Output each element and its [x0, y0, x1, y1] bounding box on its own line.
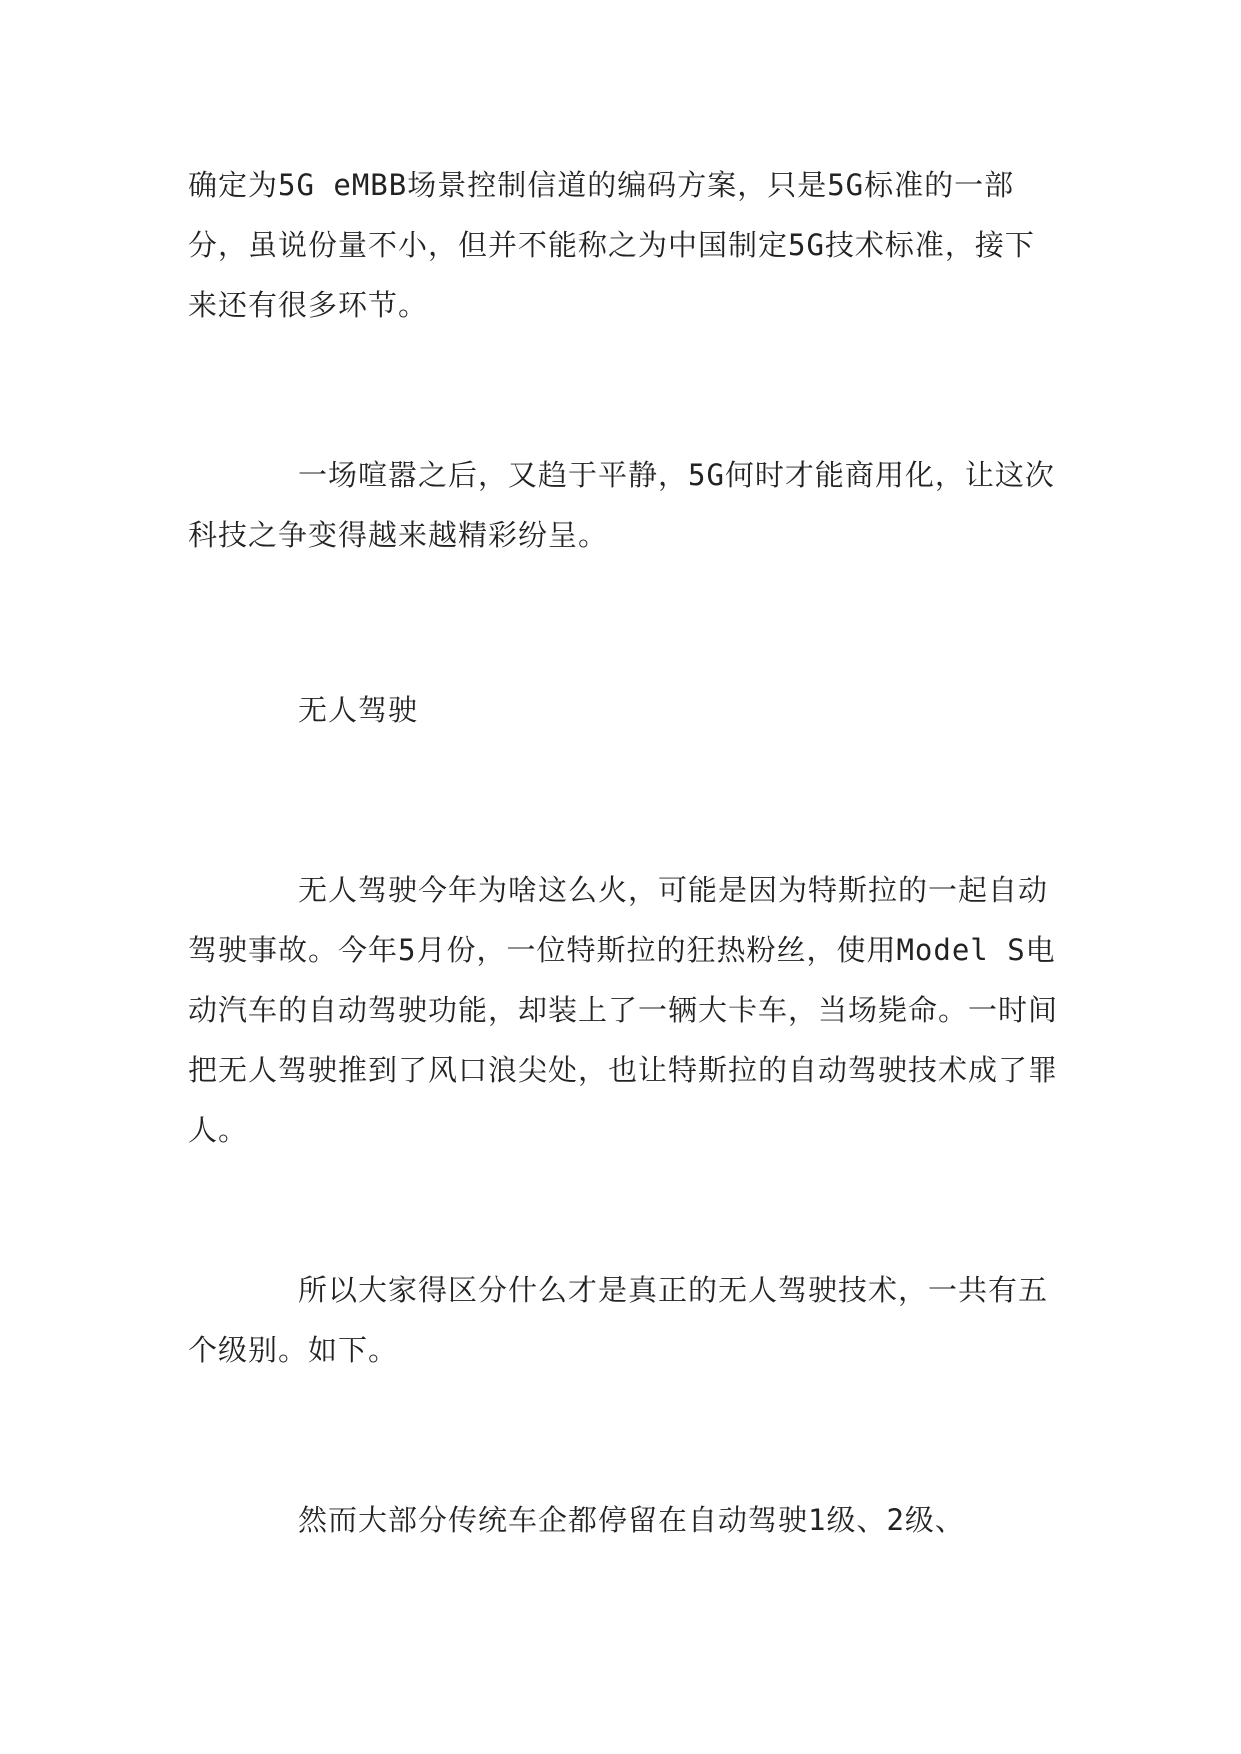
paragraph-5g-coding-scheme: 确定为5G eMBB场景控制信道的编码方案，只是5G标准的一部分，虽说份量不小，但并不能称之为中国制定5G技术标准，接下来还有很多环节。 — [188, 168, 1035, 322]
paragraph-five-levels: 所以大家得区分什么才是真正的无人驾驶技术，一共有五个级别。如下。 — [188, 1273, 1049, 1367]
paragraph-traditional-automakers: 然而大部分传统车企都停留在自动驾驶1级、2级、 — [298, 1503, 965, 1537]
paragraph-tesla-accident: 无人驾驶今年为啥这么火，可能是因为特斯拉的一起自动驾驶事故。今年5月份，一位特斯拉的狂热粉丝，使用Model S电动汽车的自动驾驶功能，却装上了一辆大卡车，当场毙命。一时间把无人驾驶推到了风口浪尖处，也让特斯拉的自动驾驶技术成了罪人。 — [188, 873, 1059, 1147]
paragraph-5g-commercialization: 一场喧嚣之后，又趋于平静，5G何时才能商用化，让这次科技之争变得越来越精彩纷呈。 — [188, 458, 1055, 552]
section-heading-autonomous-driving: 无人驾驶 — [298, 693, 419, 727]
